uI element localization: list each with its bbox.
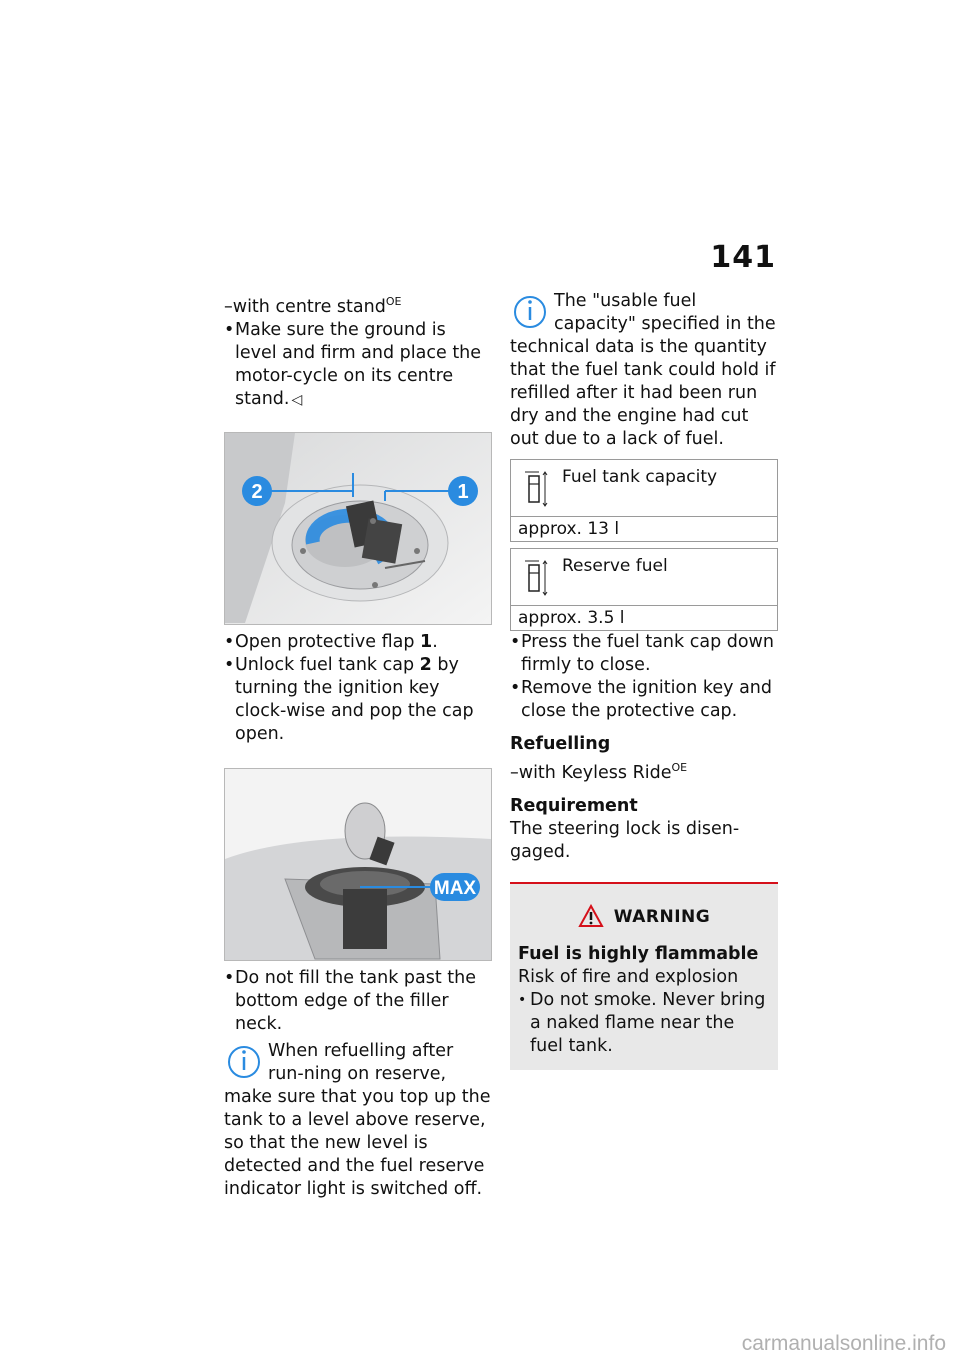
page-number: 141 — [710, 240, 776, 275]
spec-label: Fuel tank capacity — [562, 467, 718, 487]
max-label: MAX — [433, 877, 477, 899]
bullet-max-level — [224, 967, 492, 1036]
warning-subtitle: Fuel is highly flammable — [518, 943, 759, 964]
ref-number: 2 — [419, 654, 432, 675]
oe-superscript: OE — [671, 761, 688, 774]
figure-filler-neck-max — [224, 768, 492, 961]
warning-triangle-icon — [578, 904, 604, 928]
bullet-press-cap — [510, 631, 778, 677]
section-heading-refuelling: Refuelling — [510, 734, 611, 754]
table-spacer — [511, 542, 778, 549]
warning-risk-text: Risk of fire and explosion — [518, 966, 739, 987]
left-column — [224, 290, 492, 1201]
bullet-text: Make sure the ground is level and firm and place the motor-cycle on its centre stand. — [235, 319, 482, 409]
note-text: When refuelling after run-ning on reserve, make sure that you top up the tank to a level above reserve, so that the new level is detected and the fuel reserve indicator light is switched off. — [224, 1040, 491, 1199]
info-icon — [224, 1040, 264, 1080]
requirement-heading: Requirement — [510, 795, 638, 816]
callout-1-label: 1 — [457, 480, 469, 503]
condition-line — [510, 756, 778, 785]
spec-label: Reserve fuel — [562, 556, 668, 576]
watermark: carmanualsonline.info — [741, 1332, 946, 1355]
spec-header-capacity — [511, 460, 778, 517]
tank-cap-illustration — [225, 433, 491, 624]
bullet-text: Open protective flap — [235, 631, 421, 652]
bullet-unlock-cap — [224, 654, 492, 746]
condition-text: –with centre stand — [224, 296, 386, 317]
callout-2-label: 2 — [251, 480, 263, 503]
bullet-text: Do not fill the tank past the bottom edge of the filler neck. — [235, 967, 477, 1034]
requirement-text: The steering lock is disen-gaged. — [510, 818, 740, 862]
fuel-pump-icon — [525, 470, 549, 508]
info-icon — [510, 290, 550, 330]
warning-bullet: • Do not smoke. Never bring a naked flame near the fuel tank. — [518, 989, 770, 1058]
right-column — [510, 290, 778, 1070]
bullet-remove-key — [510, 677, 778, 723]
figure-tank-cap-flap — [224, 432, 492, 625]
fuel-spec-table — [510, 459, 778, 631]
spec-value: approx. 13 l — [511, 517, 778, 542]
note-text: The "usable fuel capacity" specified in the technical data is the quantity that the fuel tank could hold if refilled after it had been run dry and the engine had cut out due to a lack of fuel. — [510, 291, 776, 449]
ref-number: 1 — [420, 631, 433, 652]
bullet-text: . — [432, 631, 438, 652]
info-note-usable-capacity — [510, 290, 778, 451]
bullet-open-flap — [224, 631, 492, 654]
warning-title — [518, 904, 770, 929]
bullet-text: Remove the ignition key and close the protective cap. — [521, 678, 772, 721]
spec-value: approx. 3.5 l — [511, 606, 778, 631]
warning-title-text: WARNING — [613, 906, 711, 927]
bullet-text: Press the fuel tank cap down firmly to close. — [521, 632, 774, 675]
condition-text: –with Keyless Ride — [510, 762, 672, 783]
end-mark-icon: ◁ — [291, 391, 303, 408]
filler-neck-illustration — [225, 769, 491, 960]
oe-superscript: OE — [385, 295, 402, 308]
bullet-text: Unlock fuel tank cap — [235, 654, 420, 675]
condition-line — [224, 290, 492, 319]
warning-box — [510, 882, 778, 1070]
spec-header-reserve — [511, 549, 778, 606]
fuel-pump-icon — [525, 559, 549, 597]
bullet-centre-stand — [224, 319, 492, 412]
bullet-text: by turning the ignition key clock-wise and pop the cap open. — [235, 654, 474, 744]
info-note-reserve — [224, 1040, 492, 1201]
